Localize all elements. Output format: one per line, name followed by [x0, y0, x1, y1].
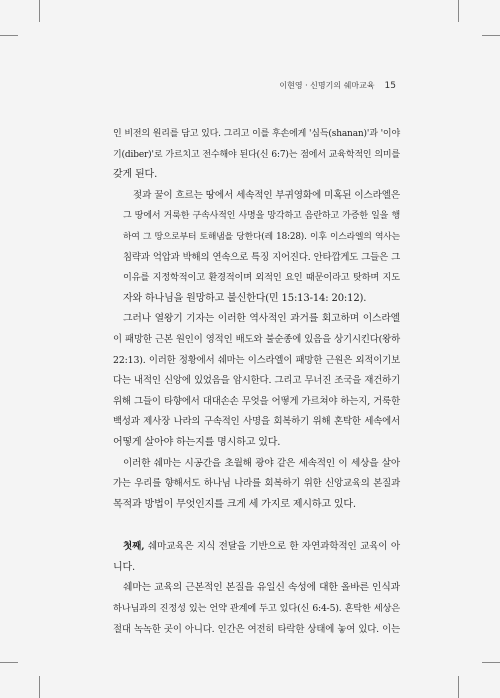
text-line: 백성과 제사장 나라의 구속적인 사명을 회복하기 위해 혼탁한 세속에서 — [113, 416, 400, 428]
crop-mark-top-left — [39, 0, 40, 22]
text-line: 이유를 지정학적이고 환경적이며 외적인 요인 때문이라고 탓하며 지도 — [123, 272, 400, 284]
text-line: 이 패망한 근본 원인이 영적인 배도와 불순종에 있음을 상기시킨다(왕하 — [113, 333, 400, 345]
paragraph-3 — [113, 309, 400, 453]
text-line: 가는 우리를 향해서도 하나님 나라를 회복하기 위한 신앙교육의 본질과 — [113, 478, 400, 490]
crop-mark-bottom-left — [39, 676, 40, 698]
page-number: 15 — [384, 81, 396, 91]
crop-mark-right-bottom — [482, 662, 500, 663]
paragraph-5 — [113, 537, 400, 578]
crop-mark-left-bottom — [0, 662, 18, 663]
text-line: 22:13). 이러한 정황에서 쉐마는 이스라엘이 패망한 근원은 외적이기보 — [113, 354, 400, 366]
text-line: 인 비전의 원리를 담고 있다. 그리고 이를 후손에게 '심득(shanan)'과 '이야 — [113, 129, 400, 139]
text-line: 젖과 꿀이 흐르는 땅에서 세속적인 부귀영화에 미혹된 이스라엘은 — [133, 189, 400, 201]
text-line — [113, 537, 400, 558]
paragraph-4 — [113, 454, 400, 516]
text-line: 기(diber)'로 가르치고 전수해야 된다(신 6:7)는 점에서 교육학적인 의미를 — [113, 149, 400, 160]
text-line: 니다. — [113, 561, 136, 573]
text-line: 그 땅에서 거룩한 구속사적인 사명을 망각하고 음란하고 가증한 일을 행 — [123, 211, 400, 222]
lead-bold: 첫째, — [123, 541, 145, 553]
text-line: 쉐마는 교육의 근본적인 본질을 유일신 속성에 대한 올바른 인식과 — [123, 582, 400, 594]
body-text — [113, 124, 400, 640]
text-line: 위해 그들이 타향에서 대대손손 무엇을 어떻게 가르쳐야 하는지, 거룩한 — [113, 395, 400, 407]
text-line: 침략과 억압과 박해의 연속으로 특징 지어진다. 안타깝게도 그들은 그 — [123, 251, 400, 263]
running-header — [279, 80, 396, 91]
crop-mark-bottom-right — [458, 676, 459, 698]
text-line: 갖게 된다. — [113, 169, 158, 181]
text-line: 하여 그 땅으로부터 토해냄을 당한다(레 18:28). 이후 이스라엘의 역사는 — [123, 231, 400, 242]
text-line: 다는 내적인 신앙에 있었음을 암시한다. 그리고 무너진 조국을 재건하기 — [113, 375, 400, 387]
crop-mark-left-top — [0, 35, 18, 36]
text-line: 이러한 쉐마는 시공간을 초월해 광야 같은 세속적인 이 세상을 살아 — [123, 457, 400, 469]
text-line: 그러나 열왕기 기자는 이러한 역사적인 과거를 회고하며 이스라엘 — [123, 313, 400, 325]
running-head-title: 이현영 · 신명기의 쉐마교육 — [279, 81, 375, 90]
text-fragment: 쉐마교육은 지식 전달을 기반으로 한 자연과학적인 교육이 아 — [144, 541, 400, 553]
crop-mark-top-right — [458, 0, 459, 22]
text-line: 어떻게 살아야 하는지를 명시하고 있다. — [113, 436, 281, 448]
crop-mark-right-top — [482, 35, 500, 36]
paragraph-6 — [113, 578, 400, 640]
text-line: 목적과 방법이 무엇인지를 크게 세 가지로 제시하고 있다. — [113, 498, 356, 510]
text-line: 하나님과의 진정성 있는 언약 관계에 두고 있다(신 6:4-5). 혼탁한 세상은 — [113, 603, 400, 615]
paragraph-1 — [113, 124, 400, 186]
text-line: 자와 하나님을 원망하고 불신한다(민 15:13-14: 20:12). — [123, 292, 367, 304]
text-line: 절대 녹녹한 곳이 아니다. 인간은 여전히 타락한 상태에 놓여 있다. 이는 — [113, 623, 400, 635]
paragraph-2 — [113, 186, 400, 310]
